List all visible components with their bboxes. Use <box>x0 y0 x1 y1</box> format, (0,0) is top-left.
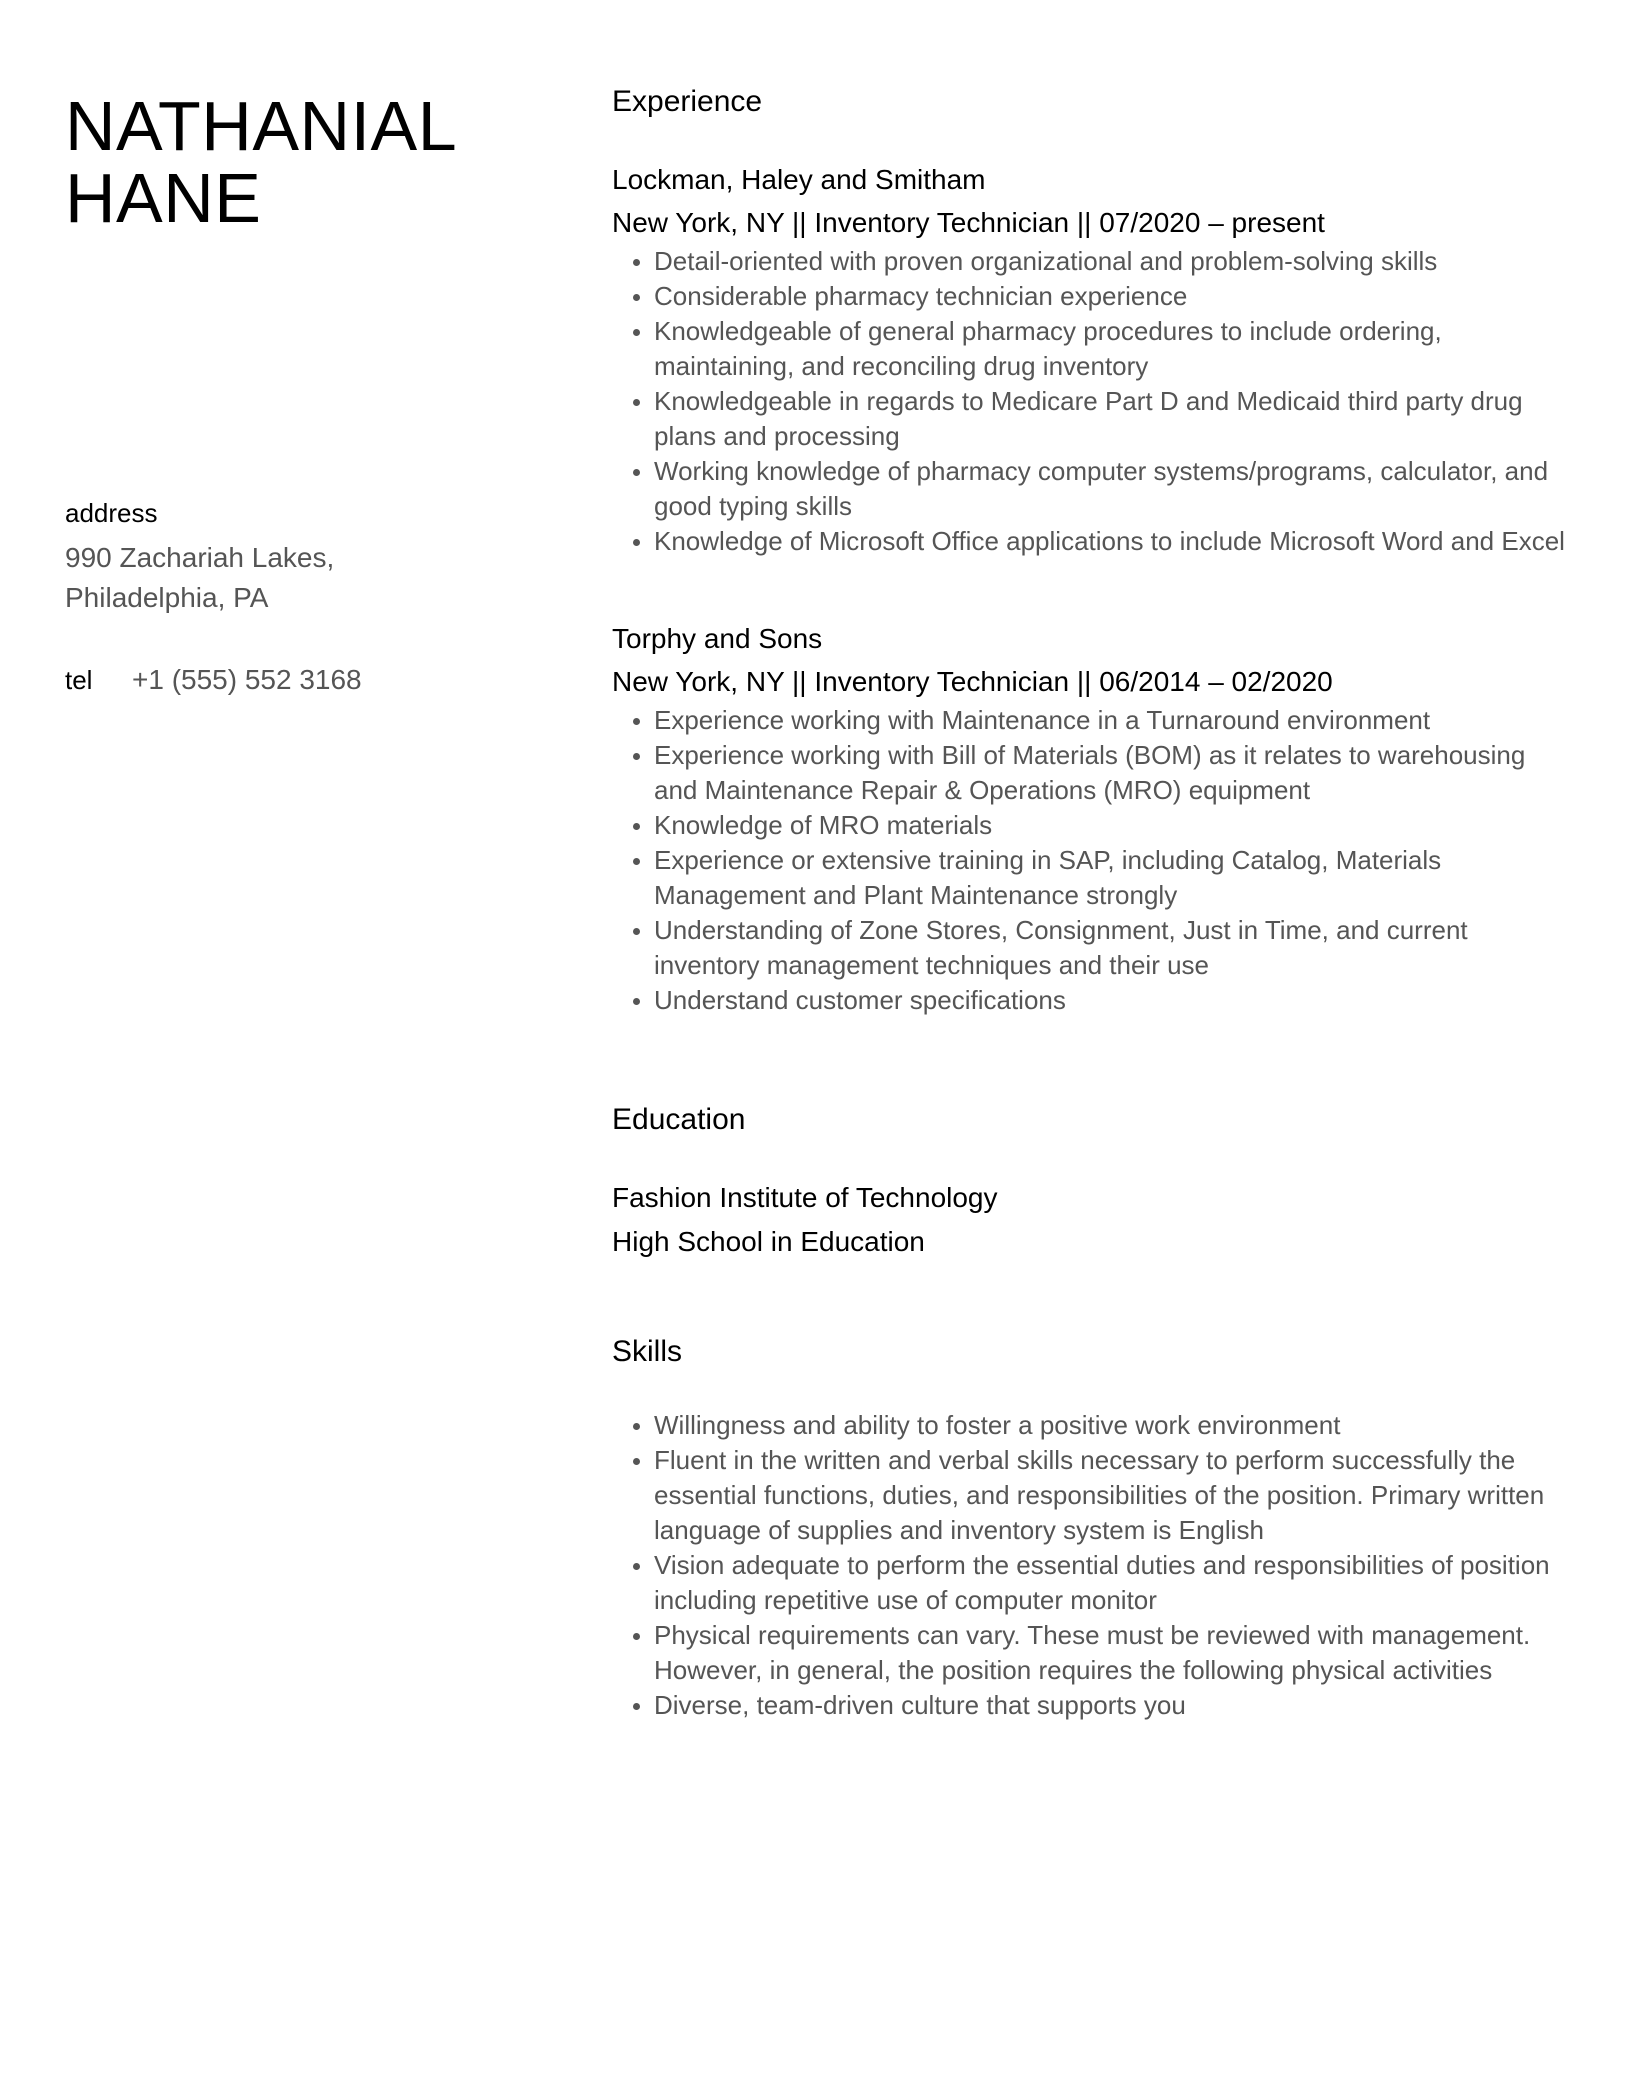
list-item: Experience working with Bill of Materials (BOM) as it relates to warehousing and Maintenance Repair & Operations (MRO) equipment <box>654 738 1572 808</box>
address-line-2: Philadelphia, PA <box>65 582 269 613</box>
list-item: Physical requirements can vary. These must be reviewed with management. However, in general, the position requires the following physical activities <box>654 1618 1572 1688</box>
list-item: Working knowledge of pharmacy computer systems/programs, calculator, and good typing skills <box>654 454 1572 524</box>
job-bullets <box>612 244 1572 559</box>
job-company: Lockman, Haley and Smitham <box>612 164 986 195</box>
job-meta: New York, NY || Inventory Technician || 07/2020 – present <box>612 207 1325 238</box>
job-company: Torphy and Sons <box>612 623 823 654</box>
tel-block <box>65 664 362 696</box>
school-name: Fashion Institute of Technology <box>612 1182 998 1213</box>
list-item: Knowledgeable in regards to Medicare Part D and Medicaid third party drug plans and processing <box>654 384 1572 454</box>
first-name: NATHANIAL <box>65 87 458 165</box>
main-column <box>612 82 1572 1723</box>
experience-section <box>612 82 1572 1018</box>
list-item: Knowledgeable of general pharmacy procedures to include ordering, maintaining, and reconciling drug inventory <box>654 314 1572 384</box>
skills-list <box>612 1408 1572 1723</box>
job-entry <box>612 619 1572 1018</box>
list-item: Understand customer specifications <box>654 983 1572 1018</box>
job-meta: New York, NY || Inventory Technician || 06/2014 – 02/2020 <box>612 666 1333 697</box>
job-entry <box>612 160 1572 559</box>
tel-label: tel <box>65 665 93 695</box>
last-name: HANE <box>65 159 262 237</box>
candidate-name <box>65 87 535 237</box>
experience-title: Experience <box>612 85 763 118</box>
address-line-1: 990 Zachariah Lakes, <box>65 542 335 573</box>
address-label: address <box>65 498 158 528</box>
list-item: Detail-oriented with proven organizational and problem-solving skills <box>654 244 1572 279</box>
list-item: Diverse, team-driven culture that supports you <box>654 1688 1572 1723</box>
list-item: Understanding of Zone Stores, Consignment, Just in Time, and current inventory management techniques and their use <box>654 913 1572 983</box>
education-section <box>612 1100 1572 1262</box>
list-item: Knowledge of MRO materials <box>654 808 1572 843</box>
education-title: Education <box>612 1103 746 1136</box>
list-item: Experience or extensive training in SAP, including Catalog, Materials Management and Plant Maintenance strongly <box>654 843 1572 913</box>
list-item: Fluent in the written and verbal skills necessary to perform successfully the essential functions, duties, and responsibilities of the position. Primary written language of supplies and inventory system is English <box>654 1443 1572 1548</box>
skills-section <box>612 1332 1572 1723</box>
job-bullets <box>612 703 1572 1018</box>
address-block <box>65 496 535 618</box>
address-value <box>65 538 535 618</box>
list-item: Vision adequate to perform the essential duties and responsibilities of position including repetitive use of computer monitor <box>654 1548 1572 1618</box>
list-item: Experience working with Maintenance in a Turnaround environment <box>654 703 1572 738</box>
degree: High School in Education <box>612 1226 925 1257</box>
list-item: Knowledge of Microsoft Office applications to include Microsoft Word and Excel <box>654 524 1572 559</box>
name-block <box>65 87 535 237</box>
list-item: Considerable pharmacy technician experience <box>654 279 1572 314</box>
tel-value: +1 (555) 552 3168 <box>132 664 362 695</box>
education-entry <box>612 1178 1572 1262</box>
list-item: Willingness and ability to foster a positive work environment <box>654 1408 1572 1443</box>
skills-title: Skills <box>612 1335 683 1368</box>
